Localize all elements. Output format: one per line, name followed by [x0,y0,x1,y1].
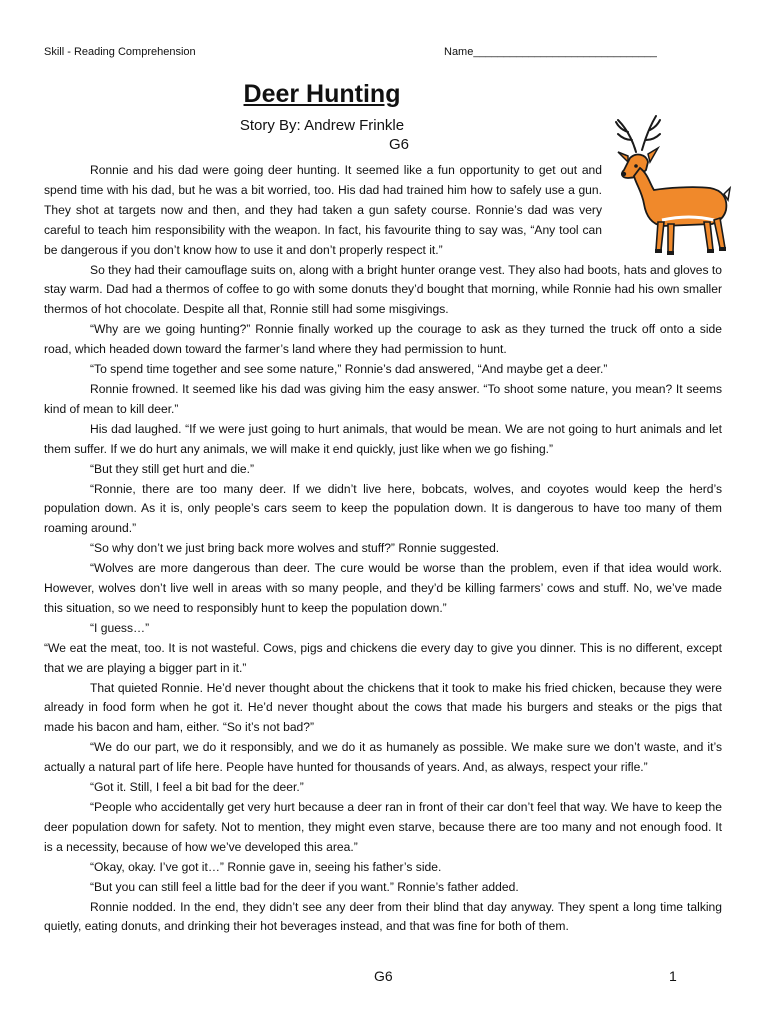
story-paragraph: “We do our part, we do it responsibly, and we do it as humanely as possible. We make sure we don’t waste, and it’s actually a natural part of life here. People have hunted for thousands of years. And, as always, respect your rifle.” [44,740,722,775]
story-title: Deer Hunting [243,80,401,108]
story-paragraph: “Why are we going hunting?” Ronnie finally worked up the courage to ask as they turned the truck off onto a side road, which headed down toward the farmer’s land where they had permission to hunt. [44,322,722,357]
story-paragraph: “Wolves are more dangerous than deer. The cure would be worse than the problem, even if that idea would work. However, wolves don’t live well in areas with so many people, and they’d be killing farmers’ cows and stuff. No, we’ve made this situation, so we need to responsibly hunt to keep the population down.” [44,561,722,615]
story-paragraph: “To spend time together and see some nature,” Ronnie’s dad answered, “And maybe get a deer.” [90,362,608,377]
story-paragraph: Ronnie and his dad were going deer hunting. It seemed like a fun opportunity to get out and spend time with his dad, but he was a bit worried, too. His dad had trained him how to safely use a gun. They shot at targets now and then, and they had taken a gun safety course. Ronnie’s dad was very careful to teach him responsibility with the weapon. In fact, his favourite thing to say was, “Any tool can be dangerous if you don’t know how to use it and don’t properly respect it.” [44,163,602,257]
story-paragraph: “Got it. Still, I feel a bit bad for the deer.” [90,780,304,795]
skill-label: Skill - Reading Comprehension [44,46,196,58]
story-paragraph: “Okay, okay. I’ve got it…” Ronnie gave in, seeing his father’s side. [90,859,442,874]
story-paragraph: So they had their camouflage suits on, along with a bright hunter orange vest. They also had boots, hats and gloves to stay warm. Dad had a thermos of coffee to go with some donuts they’d bought that morning, while Ronnie had his own smaller thermos of hot chocolate. Despite all that, Ronnie still had some misgivings. [44,262,722,317]
story-paragraph: His dad laughed. “If we were just going to hurt animals, that would be mean. We are not going to hurt animals and let them suffer. If we do hurt any animals, we will make it end quickly, just like when we go fishing.” [44,421,722,456]
story-paragraph: “So why don’t we just bring back more wolves and stuff?” Ronnie suggested. [90,541,500,556]
story-paragraph: “We eat the meat, too. It is not wasteful. Cows, pigs and chickens die every day to give you dinner. This is no different, except that we are playing a bigger part in it.” [44,640,722,675]
story-byline: Story By: Andrew Frinkle [239,117,405,134]
page-number: 1 [669,968,677,984]
story-paragraph: “People who accidentally get very hurt because a deer ran in front of their car don’t feel that way. We have to keep the deer population down for safety. Not to mention, they might even starve, because there are too many and not enough food. It is a necessity, because of how we’ve developed this area.” [44,800,722,854]
story-body [44,161,722,937]
story-paragraph: “But you can still feel a little bad for the deer if you want.” Ronnie’s father added. [90,879,519,894]
name-field-label: Name______________________________ [444,46,657,58]
grade-level-label: G6 [389,136,410,153]
story-paragraph: Ronnie nodded. In the end, they didn’t see any deer from their blind that day anyway. They spent a long time talking quietly, eating donuts, and drinking their hot beverages instead, and that was fine for both of them. [44,899,722,934]
story-paragraph: “But they still get hurt and die.” [90,461,255,476]
story-paragraph: “Ronnie, there are too many deer. If we didn’t live here, bobcats, wolves, and coyotes would keep the herd’s population down. As it is, only people’s cars seem to keep the population down. It is dangerous to have too many of them roaming around.” [44,481,722,536]
footer-grade: G6 [374,968,393,984]
story-paragraph: Ronnie frowned. It seemed like his dad was giving him the easy answer. “To shoot some nature, you mean? It seems kind of mean to kill deer.” [44,381,722,416]
story-paragraph: “I guess…” [90,620,150,635]
story-paragraph: That quieted Ronnie. He’d never thought about the chickens that it took to make his fried chicken, because they were already in food form when he got it. He’d never thought about the cows that made his burgers and steaks or the pigs that made his bacon and ham, either. “So it’s not bad?” [44,680,722,735]
